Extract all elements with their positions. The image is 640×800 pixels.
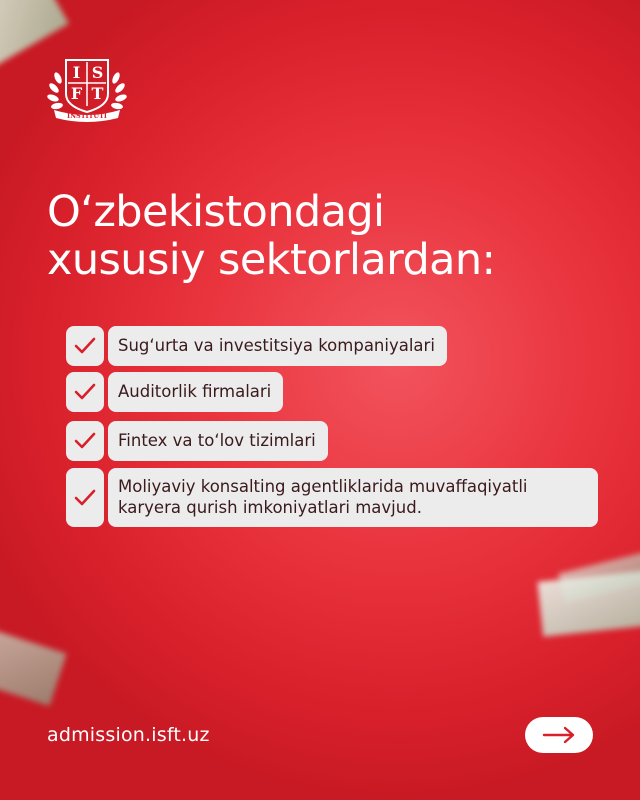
list-item-label: Moliyaviy konsalting agentliklarida muvaffaqiyatli karyera qurish imkoniyatlari mavjud.	[108, 468, 598, 527]
isft-logo	[44, 56, 130, 122]
logo-letter: F	[70, 84, 83, 103]
logo-letter: I	[72, 63, 81, 82]
admission-link[interactable]: admission.isft.uz	[47, 724, 210, 746]
title-line: xususiy sektorlardan:	[47, 235, 496, 285]
banknote-decoration	[537, 568, 640, 636]
check-icon	[66, 468, 104, 527]
check-icon	[66, 421, 104, 461]
title-line: O‘zbekistondagi	[47, 187, 385, 237]
arrow-right-icon	[542, 726, 576, 744]
list-item-label: Sug‘urta va investitsiya kompaniyalari	[108, 326, 447, 366]
list-item-label: Auditorlik firmalari	[108, 372, 283, 412]
logo-letter: S	[91, 63, 104, 82]
list-item	[66, 421, 328, 461]
list-item	[66, 372, 283, 412]
check-icon	[66, 326, 104, 366]
page-title	[47, 188, 495, 284]
logo-caption: INSTITUTI	[67, 112, 107, 120]
check-icon	[66, 372, 104, 412]
list-item-label: Fintex va to‘lov tizimlari	[108, 421, 328, 461]
list-item	[66, 468, 598, 527]
next-button[interactable]	[525, 717, 593, 753]
logo-letter: T	[91, 84, 104, 103]
banknote-decoration	[0, 629, 67, 706]
list-item	[66, 326, 447, 366]
